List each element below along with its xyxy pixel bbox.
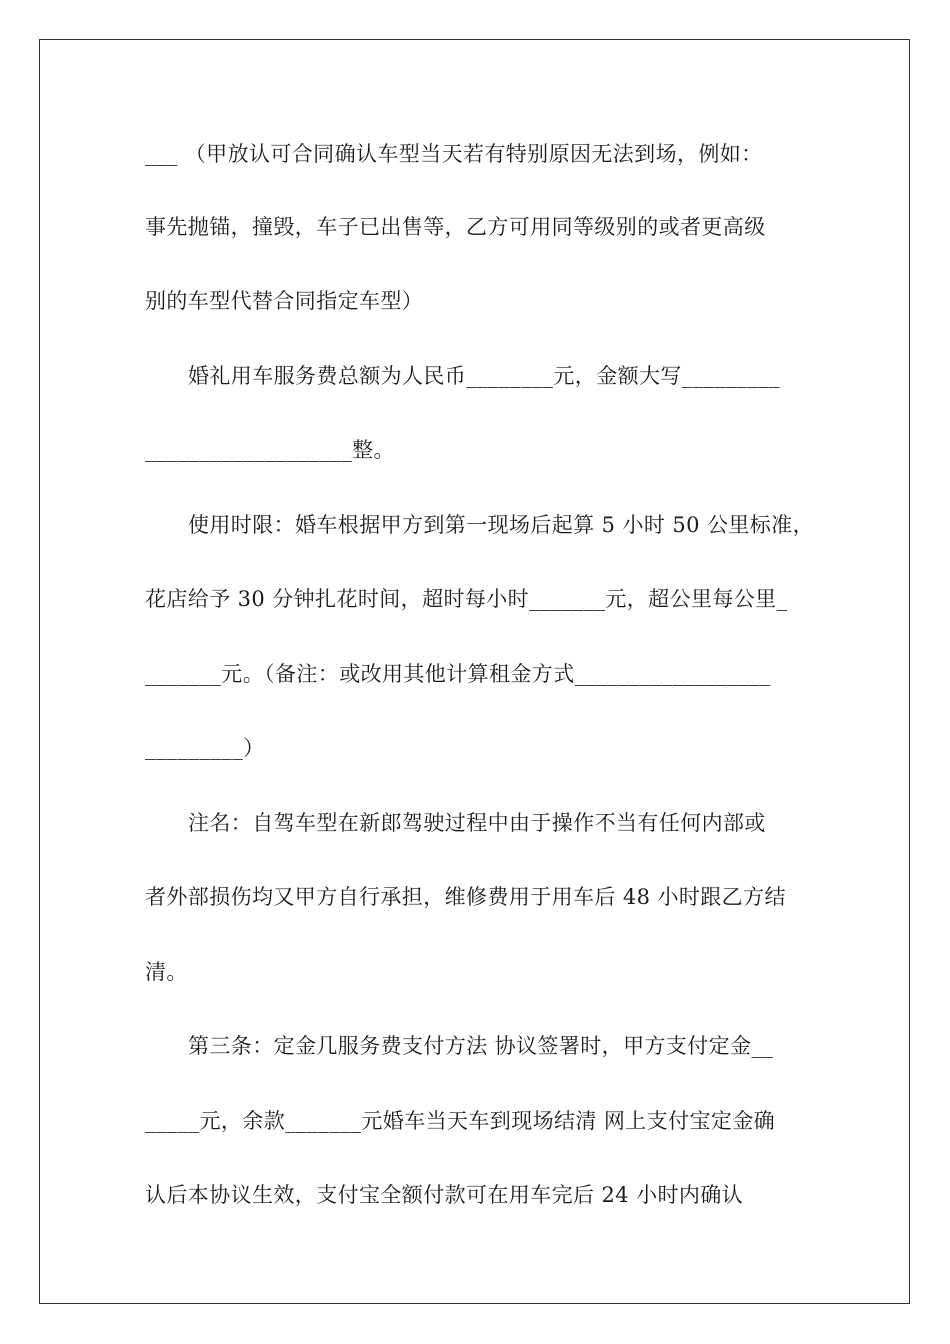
text-line-2: 事先抛锚，撞毁，车子已出售等，乙方可用同等级别的或者更高级 bbox=[145, 215, 766, 239]
text-line-3: 别的车型代替合同指定车型） bbox=[145, 289, 424, 313]
text-line-5: ___________________整。 bbox=[145, 438, 395, 462]
text-line-1: ___ （甲放认可合同确认车型当天若有特别原因无法到场，例如： bbox=[145, 142, 763, 166]
text-line-11: 者外部损伤均又甲方自行承担，维修费用于用车后 48 小时跟乙方结 bbox=[145, 885, 786, 909]
text-line-6: 使用时限：婚车根据甲方到第一现场后起算 5 小时 50 公里标准， bbox=[188, 513, 814, 537]
text-line-9: _________） bbox=[145, 736, 265, 760]
text-line-8: _______元。（备注：或改用其他计算租金方式__________________ bbox=[145, 662, 771, 686]
text-line-4: 婚礼用车服务费总额为人民币________元，金额大写_________ bbox=[188, 364, 780, 388]
text-line-12: 清。 bbox=[145, 960, 188, 984]
text-line-7: 花店给予 30 分钟扎花时间，超时每小时_______元，超公里每公里_ bbox=[145, 587, 788, 611]
text-line-10: 注名：自驾车型在新郎驾驶过程中由于操作不当有任何内部或 bbox=[188, 811, 766, 835]
text-line-13: 第三条：定金几服务费支付方法 协议签署时，甲方支付定金__ bbox=[188, 1034, 774, 1058]
text-line-15: 认后本协议生效，支付宝全额付款可在用车完后 24 小时内确认 bbox=[145, 1183, 744, 1207]
text-line-14: _____元，余款_______元婚车当天车到现场结清 网上支付宝定金确 bbox=[145, 1109, 776, 1133]
